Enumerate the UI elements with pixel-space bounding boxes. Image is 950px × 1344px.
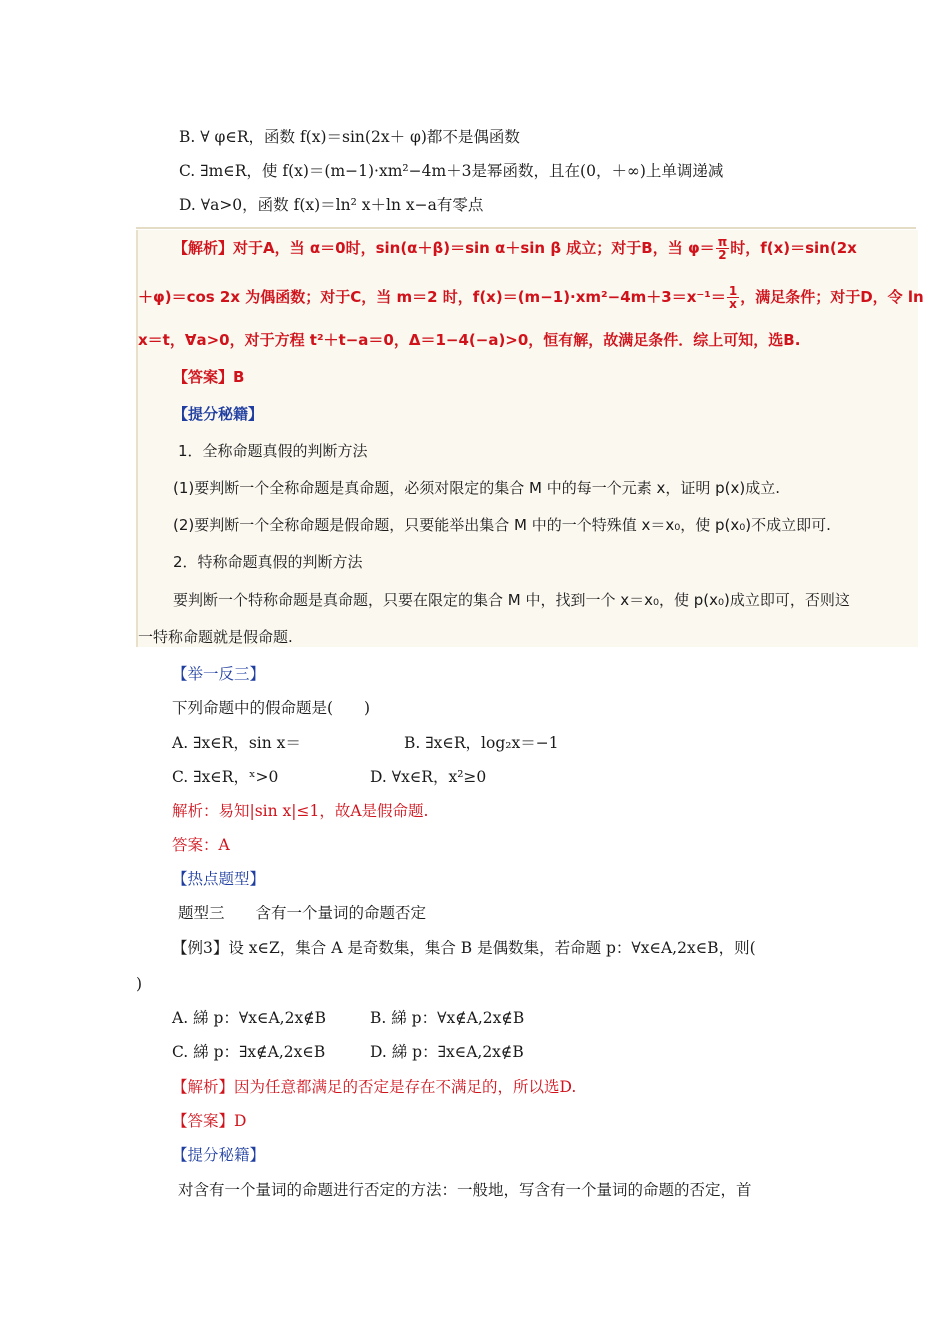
analysis-text: 因为任意都满足的否定是存在不满足的，所以选D. (234, 1078, 577, 1096)
fraction-pi-over-2 (716, 236, 730, 261)
panel-line1-text-b: 时，f(x)＝sin(2x (730, 239, 857, 257)
tip2-item-b: 一特称命题就是假命题. (138, 628, 293, 646)
panel-tips-title: 【提分秘籍】 (173, 405, 264, 423)
panel-line2-text-a: ＋φ)＝cos 2x 为偶函数；对于C，当 m＝2 时，f(x)＝(m−1)·xm²−4m＋3＝x⁻¹＝ (138, 288, 726, 306)
hot-tips-title: 【提分秘籍】 (172, 1146, 266, 1164)
practice-answer: 答案：A (172, 836, 230, 854)
panel-analysis-line1 (173, 236, 857, 261)
analysis-label: 【解析】 (172, 1078, 235, 1096)
hot-type-label: 题型三 含有一个量词的命题否定 (178, 904, 427, 922)
hot-title: 【热点题型】 (172, 870, 266, 888)
panel-answer: 【答案】B (173, 368, 245, 386)
tip2-item-a: 要判断一个特称命题是真命题，只要在限定的集合 M 中，找到一个 x＝x₀，使 p(x₀)成立即可，否则这 (173, 591, 850, 609)
practice-option-d: D. ∀x∈R，x²≥0 (370, 768, 487, 786)
practice-option-b: B. ∃x∈R，log₂x＝−1 (404, 734, 559, 752)
option-d: D. ∀a>0，函数 f(x)＝ln² x＋ln x−a有零点 (179, 196, 484, 214)
tip1-item-a: (1)要判断一个全称命题是真命题，必须对限定的集合 M 中的每一个元素 x，证明 p(x)成立. (173, 479, 781, 497)
panel-analysis-line3: x＝t，∀a>0，对于方程 t²＋t−a＝0，Δ＝1−4(−a)>0，恒有解，故满足条件．综上可知，选B. (138, 331, 801, 349)
practice-option-a: A. ∃x∈R，sin x＝ (172, 734, 301, 752)
hot-tips-text: 对含有一个量词的命题进行否定的方法：一般地，写含有一个量词的命题的否定，首 (178, 1181, 752, 1199)
panel-line2-text-b: ，满足条件；对于D，令 ln (740, 288, 924, 306)
tip1-item-b: (2)要判断一个全称命题是假命题，只要能举出集合 M 中的一个特殊值 x＝x₀，使 p(x₀)不成立即可. (173, 516, 831, 534)
example-option-a: A. 綈 p：∀x∈A,2x∉B (172, 1009, 327, 1027)
option-c: C. ∃m∈R，使 f(x)＝(m−1)·xm²−4m＋3是幂函数，且在(0，＋∞)上单调递减 (179, 162, 724, 180)
panel-line1-text-a: 【解析】对于A，当 α＝0时，sin(α＋β)＝sin α＋sin β 成立；对于B，当 φ＝ (173, 239, 715, 257)
example-line1: 【例3】设 x∈Z，集合 A 是奇数集，集合 B 是偶数集，若命题 p：∀x∈A,2x∈B，则( (172, 939, 756, 957)
practice-title: 【举一反三】 (172, 665, 266, 683)
example-option-c: C. 綈 p：∃x∉A,2x∈B (172, 1043, 326, 1061)
frac-num: 1 (728, 284, 738, 298)
tip1-title: 1．全称命题真假的判断方法 (178, 442, 368, 460)
example-answer (172, 1110, 246, 1132)
tip2-title: 2．特称命题真假的判断方法 (173, 553, 363, 571)
answer-label: 【答案】 (172, 1112, 235, 1130)
example-option-d: D. 綈 p：∃x∈A,2x∉B (370, 1043, 524, 1061)
example-analysis (172, 1076, 576, 1098)
example-line2: ) (136, 975, 143, 993)
panel-top-border (136, 227, 916, 229)
option-b: B. ∀ φ∈R，函数 f(x)＝sin(2x＋ φ)都不是偶函数 (179, 128, 520, 146)
answer-text: D (234, 1112, 247, 1130)
practice-analysis: 解析：易知|sin x|≤1，故A是假命题. (172, 802, 429, 820)
example-option-b: B. 綈 p：∀x∉A,2x∉B (370, 1009, 525, 1027)
panel-analysis-line2 (138, 285, 924, 310)
frac-den: 2 (718, 248, 727, 262)
practice-option-c: C. ∃x∈R，ˣ>0 (172, 768, 279, 786)
practice-question: 下列命题中的假命题是( ) (172, 699, 371, 717)
frac-den: x (729, 297, 737, 311)
frac-num: π (717, 235, 728, 249)
fraction-1-over-x (727, 285, 739, 310)
